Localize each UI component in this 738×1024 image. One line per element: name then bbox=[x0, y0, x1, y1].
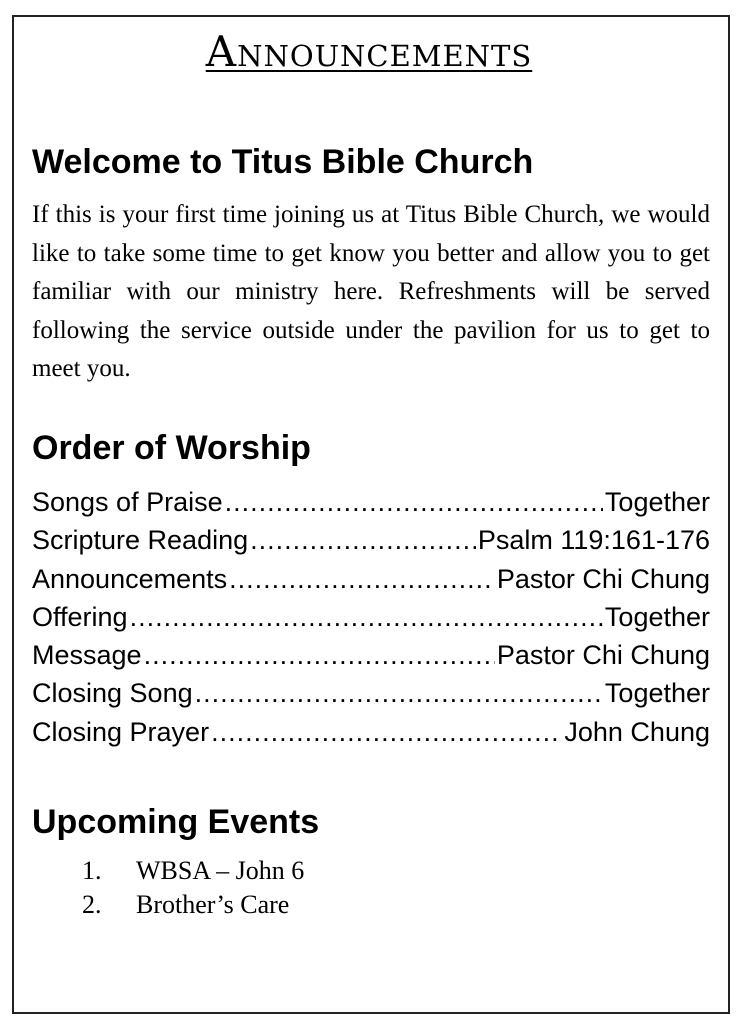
order-of-worship-heading: Order of Worship bbox=[32, 429, 311, 467]
order-item: Offering bbox=[32, 601, 128, 632]
welcome-heading: Welcome to Titus Bible Church bbox=[32, 143, 534, 181]
order-row bbox=[32, 674, 710, 712]
order-person: Pastor Chi Chung bbox=[496, 563, 710, 594]
order-person: Together bbox=[604, 487, 710, 517]
event-number: 2. bbox=[82, 890, 102, 919]
order-item: Songs of Praise bbox=[32, 487, 223, 517]
dot-leader bbox=[211, 713, 562, 751]
order-person: Pastor Chi Chung bbox=[496, 640, 710, 671]
dot-leader bbox=[130, 598, 603, 636]
order-person: Together bbox=[604, 601, 710, 632]
order-row bbox=[32, 483, 710, 521]
welcome-paragraph: If this is your first time joining us at Titus Bible Church, we would like to take some time to get know you better and allow you to get familiar with our ministry here. Refreshments will be served following the service outside under the pavilion for us to get to meet you. bbox=[32, 201, 710, 382]
order-person: Psalm 119:161-176 bbox=[477, 525, 710, 556]
order-item: Closing Prayer bbox=[32, 716, 210, 747]
event-item bbox=[82, 888, 304, 922]
event-item bbox=[82, 854, 304, 888]
dot-leader bbox=[229, 560, 495, 598]
order-row bbox=[32, 560, 710, 598]
order-row bbox=[32, 521, 710, 559]
event-number: 1. bbox=[82, 856, 102, 885]
dot-leader bbox=[225, 483, 603, 521]
order-item: Announcements bbox=[32, 563, 228, 594]
order-person: Together bbox=[604, 678, 710, 709]
dot-leader bbox=[195, 674, 603, 712]
event-text: WBSA – John 6 bbox=[136, 856, 305, 885]
page-title-text: Announcements bbox=[205, 27, 533, 76]
order-row bbox=[32, 636, 710, 674]
order-row bbox=[32, 598, 710, 636]
order-of-worship-list bbox=[32, 483, 710, 751]
order-row bbox=[32, 713, 710, 751]
page-title bbox=[0, 26, 738, 78]
order-item: Message bbox=[32, 640, 142, 671]
upcoming-events-list bbox=[82, 854, 304, 922]
order-item: Scripture Reading bbox=[32, 525, 249, 556]
upcoming-events-heading: Upcoming Events bbox=[32, 803, 320, 841]
order-item: Closing Song bbox=[32, 678, 193, 709]
event-text: Brother’s Care bbox=[136, 890, 290, 919]
order-person: John Chung bbox=[564, 716, 710, 747]
dot-leader bbox=[144, 636, 495, 674]
dot-leader bbox=[250, 521, 476, 559]
